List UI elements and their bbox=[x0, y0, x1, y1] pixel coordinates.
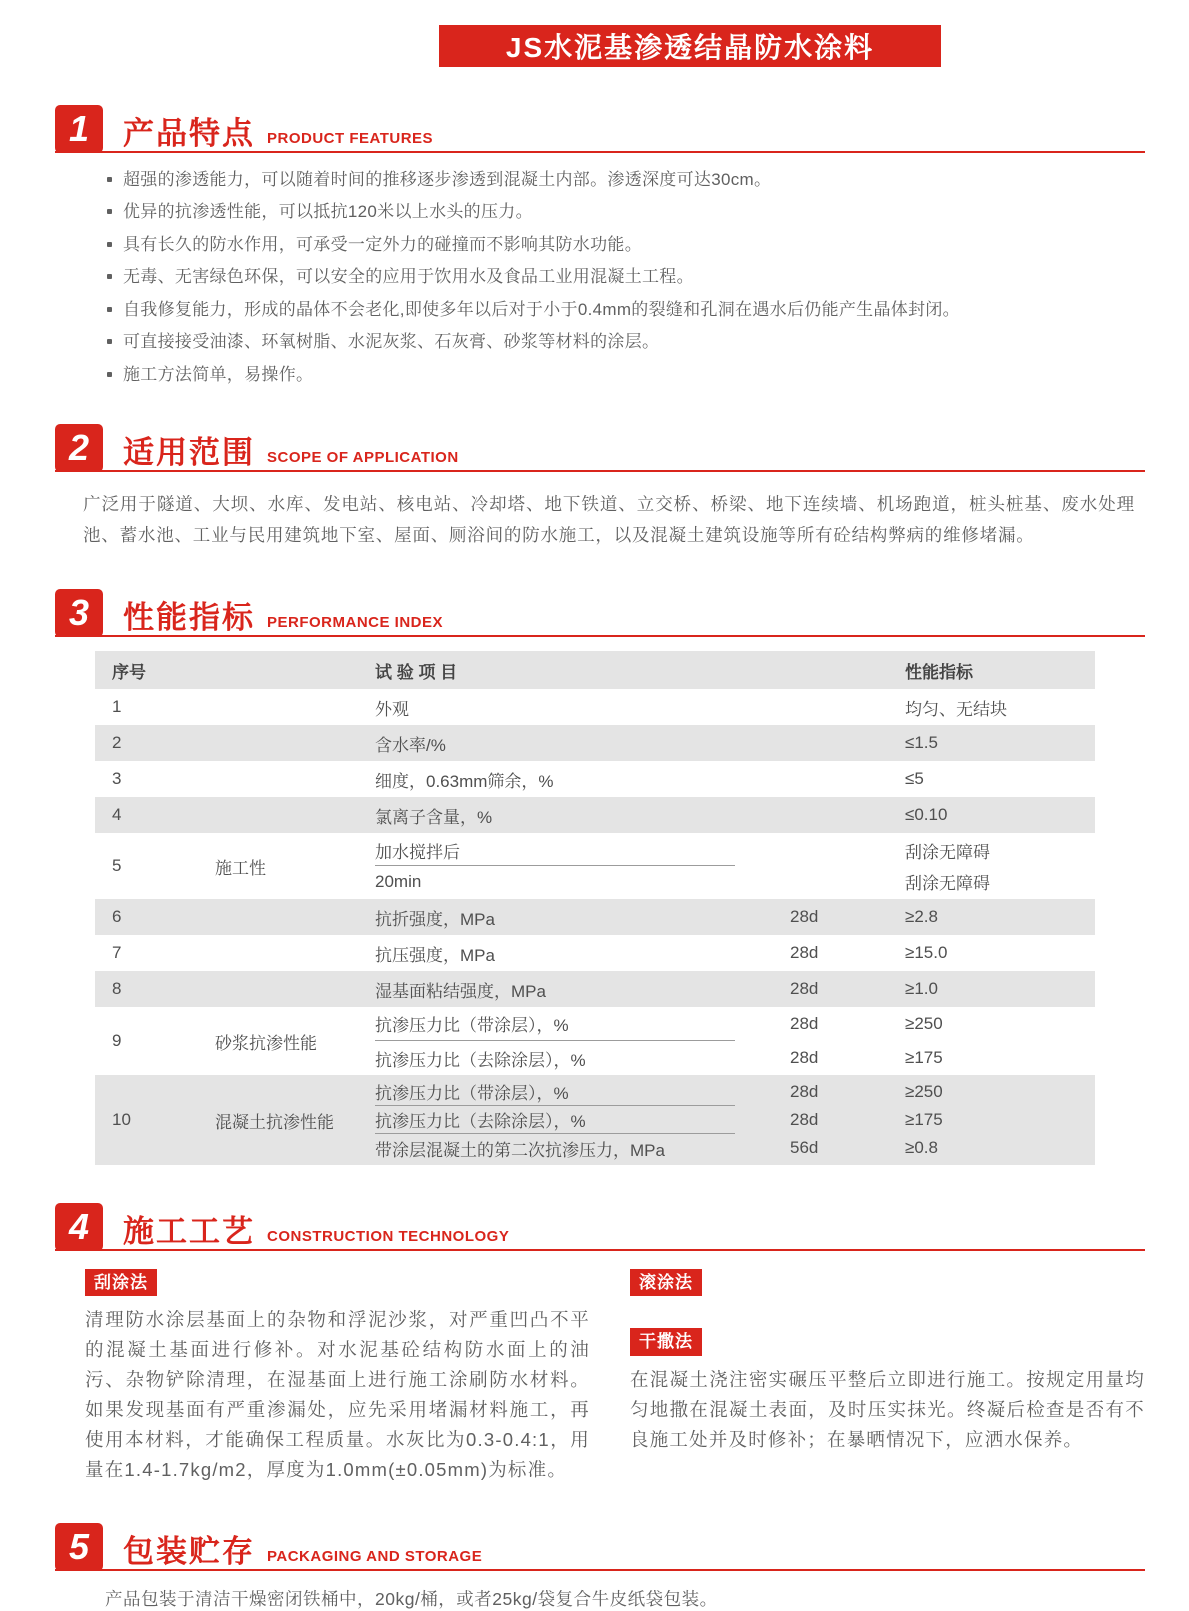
cell-age: 28d bbox=[790, 979, 819, 999]
cell-group: 混凝土抗渗性能 bbox=[215, 1112, 334, 1132]
cell-index: ≥2.8 bbox=[905, 907, 938, 927]
feature-item: 自我修复能力，形成的晶体不会老化,即使多年以后对于小于0.4mm的裂缝和孔洞在遇水后仍能产生晶体封闭。 bbox=[105, 299, 1145, 321]
feature-list bbox=[105, 169, 1145, 386]
section-title: 性能指标 bbox=[123, 600, 255, 636]
cell-group: 砂浆抗渗性能 bbox=[215, 1033, 317, 1053]
section-number: 3 bbox=[55, 589, 103, 637]
cell-item: 外观 bbox=[375, 699, 409, 719]
table-row bbox=[95, 1007, 1095, 1075]
feature-item: 超强的渗透能力，可以随着时间的推移逐步渗透到混凝土内部。渗透深度可达30cm。 bbox=[105, 169, 1145, 191]
feature-item: 可直接接受油漆、环氧树脂、水泥灰浆、石灰膏、砂浆等材料的涂层。 bbox=[105, 331, 1145, 353]
method-scrape-column bbox=[85, 1269, 590, 1485]
section-header-scope bbox=[55, 424, 1145, 472]
cell-index: ≥15.0 bbox=[905, 943, 948, 963]
cell-no: 4 bbox=[112, 805, 122, 825]
cell-item: 加水搅拌后 bbox=[375, 835, 735, 866]
cell-age: 28d bbox=[790, 1110, 819, 1130]
cell-index: ≤5 bbox=[905, 769, 924, 789]
cell-index: 刮涂无障碍 bbox=[905, 874, 990, 894]
feature-item: 具有长久的防水作用，可承受一定外力的碰撞而不影响其防水功能。 bbox=[105, 234, 1145, 256]
section-title: 施工工艺 bbox=[123, 1214, 255, 1250]
col-header-index: 性能指标 bbox=[905, 662, 973, 682]
cell-group bbox=[165, 935, 375, 971]
cell-age: 28d bbox=[790, 1014, 819, 1034]
cell-group bbox=[165, 725, 375, 761]
cell-age: 28d bbox=[790, 943, 819, 963]
cell-no: 2 bbox=[112, 733, 122, 753]
section-title: 产品特点 bbox=[123, 116, 255, 151]
table-row bbox=[95, 761, 1095, 797]
table-row bbox=[95, 689, 1095, 725]
method-roll-dry-column bbox=[630, 1269, 1145, 1485]
table-row bbox=[95, 899, 1095, 935]
cell-index: 刮涂无障碍 bbox=[905, 843, 990, 863]
section-subtitle-en: PERFORMANCE INDEX bbox=[267, 614, 444, 632]
cell-group bbox=[165, 797, 375, 833]
product-title-banner: JS水泥基渗透结晶防水涂料 bbox=[439, 25, 941, 67]
cell-index: 均匀、无结块 bbox=[905, 699, 1007, 719]
table-row bbox=[95, 1075, 1095, 1165]
section-header-packaging bbox=[55, 1523, 1145, 1571]
section-number: 5 bbox=[55, 1523, 103, 1571]
cell-age: 28d bbox=[790, 907, 819, 927]
method-badge-scrape: 刮涂法 bbox=[85, 1269, 157, 1296]
col-header-no: 序号 bbox=[112, 662, 146, 682]
table-row bbox=[95, 725, 1095, 761]
col-header-spacer bbox=[165, 651, 375, 689]
performance-table bbox=[95, 651, 1095, 1165]
cell-item: 抗渗压力比（去除涂层），% bbox=[375, 1106, 735, 1134]
method-badge-roll: 滚涂法 bbox=[630, 1269, 702, 1296]
method-badge-drysprinkle: 干撒法 bbox=[630, 1328, 702, 1355]
cell-no: 8 bbox=[112, 979, 122, 999]
cell-index: ≥175 bbox=[905, 1110, 943, 1130]
cell-age: 56d bbox=[790, 1138, 819, 1158]
construction-methods bbox=[85, 1269, 1145, 1485]
section-title: 包装贮存 bbox=[123, 1534, 255, 1570]
method-scrape-text: 清理防水涂层基面上的杂物和浮泥沙浆，对严重凹凸不平的混凝土基面进行修补。对水泥基砼结构防水面上的油污、杂物铲除清理，在湿基面上进行施工涂刷防水材料。如果发现基面有严重渗漏处，应先采用堵漏材料施工，再使用本材料，才能确保工程质量。水灰比为0.3-0.4:1，用量在1.4-1.7kg/m2，厚度为1.0mm(±0.05mm)为标准。 bbox=[85, 1309, 590, 1481]
cell-item: 带涂层混凝土的第二次抗渗压力，MPa bbox=[375, 1140, 665, 1160]
cell-index: ≥250 bbox=[905, 1082, 943, 1102]
cell-item: 抗渗压力比（去除涂层），% bbox=[375, 1050, 586, 1070]
table-row bbox=[95, 935, 1095, 971]
cell-index: ≥250 bbox=[905, 1014, 943, 1034]
cell-index: ≤0.10 bbox=[905, 805, 948, 825]
cell-item: 抗压强度，MPa bbox=[375, 945, 495, 965]
cell-index: ≤1.5 bbox=[905, 733, 938, 753]
feature-item: 无毒、无害绿色环保，可以安全的应用于饮用水及食品工业用混凝土工程。 bbox=[105, 266, 1145, 288]
cell-index: ≥175 bbox=[905, 1048, 943, 1068]
cell-item: 抗渗压力比（带涂层），% bbox=[375, 1007, 735, 1041]
section-header-features bbox=[55, 105, 1145, 153]
cell-group bbox=[165, 761, 375, 797]
packaging-paragraph: 产品包装于清洁干燥密闭铁桶中，20kg/桶，或者25kg/袋复合牛皮纸袋包装。 bbox=[105, 1589, 718, 1610]
cell-no: 9 bbox=[112, 1031, 122, 1051]
col-header-item: 试 验 项 目 bbox=[375, 662, 458, 682]
section-number: 2 bbox=[55, 424, 103, 472]
cell-no: 10 bbox=[112, 1110, 131, 1130]
section-subtitle-en: PRODUCT FEATURES bbox=[267, 130, 434, 147]
section-header-construction bbox=[55, 1203, 1145, 1251]
table-header-row bbox=[95, 651, 1095, 689]
section-header-performance bbox=[55, 589, 1145, 637]
cell-item: 抗折强度，MPa bbox=[375, 909, 495, 929]
cell-no: 1 bbox=[112, 697, 122, 717]
table-row bbox=[95, 797, 1095, 833]
table-row bbox=[95, 971, 1095, 1007]
cell-no: 7 bbox=[112, 943, 122, 963]
cell-item: 氯离子含量，% bbox=[375, 807, 493, 827]
cell-no: 6 bbox=[112, 907, 122, 927]
section-subtitle-en: PACKAGING AND STORAGE bbox=[267, 1548, 483, 1566]
cell-item: 20min bbox=[375, 871, 422, 891]
cell-group bbox=[165, 971, 375, 1007]
cell-group: 施工性 bbox=[215, 858, 266, 878]
cell-index: ≥1.0 bbox=[905, 979, 938, 999]
cell-item: 抗渗压力比（带涂层），% bbox=[375, 1078, 735, 1106]
cell-group bbox=[165, 899, 375, 935]
feature-item: 优异的抗渗透性能，可以抵抗120米以上水头的压力。 bbox=[105, 201, 1145, 223]
cell-group bbox=[165, 689, 375, 725]
cell-item: 湿基面粘结强度，MPa bbox=[375, 981, 546, 1001]
section-subtitle-en: SCOPE OF APPLICATION bbox=[267, 449, 459, 467]
section-title: 适用范围 bbox=[123, 435, 255, 471]
scope-paragraph: 广泛用于隧道、大坝、水库、发电站、核电站、冷却塔、地下铁道、立交桥、桥梁、地下连续墙、机场跑道，桩头桩基、废水处理池、蓄水池、工业与民用建筑地下室、屋面、厕浴间的防水施工，以及混凝土建筑设施等所有砼结构弊病的维修堵漏。 bbox=[83, 494, 1135, 546]
cell-index: ≥0.8 bbox=[905, 1138, 938, 1158]
cell-age: 28d bbox=[790, 1082, 819, 1102]
cell-item: 含水率/% bbox=[375, 735, 446, 755]
section-subtitle-en: CONSTRUCTION TECHNOLOGY bbox=[267, 1228, 510, 1246]
section-number: 1 bbox=[55, 105, 103, 153]
cell-age: 28d bbox=[790, 1048, 819, 1068]
method-drysprinkle-text: 在混凝土浇注密实碾压平整后立即进行施工。按规定用量均匀地撒在混凝土表面，及时压实抹光。终凝后检查是否有不良施工处并及时修补；在暴晒情况下，应洒水保养。 bbox=[630, 1368, 1145, 1450]
cell-no: 3 bbox=[112, 769, 122, 789]
feature-item: 施工方法简单，易操作。 bbox=[105, 364, 1145, 386]
cell-no: 5 bbox=[112, 856, 122, 876]
table-row bbox=[95, 833, 1095, 899]
section-number: 4 bbox=[55, 1203, 103, 1251]
cell-item: 细度，0.63mm筛余，% bbox=[375, 771, 554, 791]
